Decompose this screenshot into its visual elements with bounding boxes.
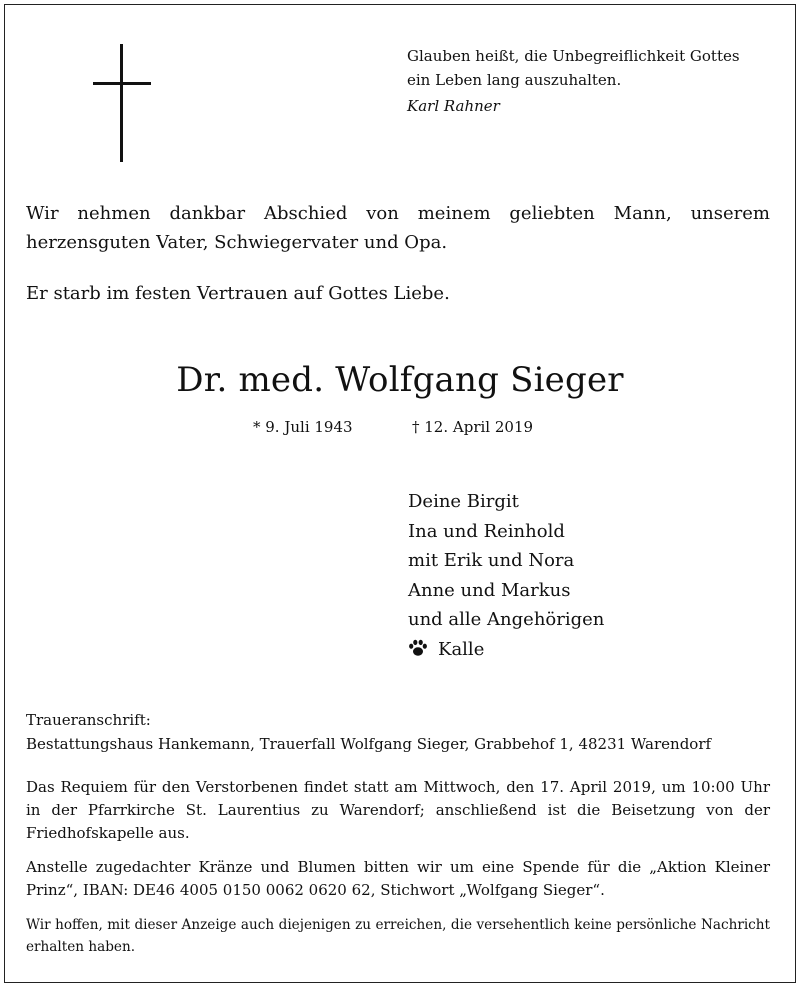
paw-icon: [408, 639, 428, 657]
mourner-line: mit Erik und Nora: [408, 550, 575, 572]
mourner-line: Deine Birgit: [408, 491, 519, 512]
mourner-line: und alle Angehörigen: [408, 609, 605, 631]
cross-icon: [93, 44, 151, 162]
pet-name: Kalle: [438, 638, 485, 660]
address-text: Bestattungshaus Hankemann, Trauerfall Wolfgang Sieger, Grabbehof 1, 48231 Warendorf: [26, 735, 712, 753]
motto-line-1: Glauben heißt, die Unbegreiflichkeit Gottes: [407, 47, 740, 65]
mourner-line: Ina und Reinhold: [408, 520, 565, 542]
address-label: Traueranschrift:: [26, 711, 151, 729]
motto-author: Karl Rahner: [407, 97, 500, 115]
cross-horizontal-bar: [93, 82, 151, 85]
mourner-line: Anne und Markus: [408, 579, 571, 601]
requiem-text: Das Requiem für den Verstorbenen findet statt am Mittwoch, den 17. April 2019, um 10:00 Uhr in der Pfarrkirche St. Laurentius zu Warendorf; anschließend ist die Beisetzung von der Friedhofskapelle aus.: [26, 778, 770, 842]
deceased-name: Dr. med. Wolfgang Sieger: [176, 360, 624, 400]
faith-line: Er starb im festen Vertrauen auf Gottes Liebe.: [26, 283, 450, 304]
motto-line-2: ein Leben lang auszuhalten.: [407, 71, 622, 89]
birth-date: * 9. Juli 1943: [253, 418, 353, 436]
intro-text: Wir nehmen dankbar Abschied von meinem geliebten Mann, unserem herzensguten Vater, Schwiegervater und Opa.: [26, 203, 770, 253]
closing-text: Wir hoffen, mit dieser Anzeige auch diejenigen zu erreichen, die versehentlich keine persönliche Nachricht erhalten haben.: [26, 917, 770, 955]
motto-quote: [407, 44, 782, 118]
cross-vertical-bar: [120, 44, 123, 162]
mourners-list: [408, 487, 604, 665]
death-date: † 12. April 2019: [412, 418, 534, 436]
donation-text: Anstelle zugedachter Kränze und Blumen bitten wir um eine Spende für die „Aktion Kleiner Prinz“, IBAN: DE46 4005 0150 0062 0620 62, Stichwort „Wolfgang Sieger“.: [26, 858, 770, 899]
pet-line: [408, 635, 604, 665]
